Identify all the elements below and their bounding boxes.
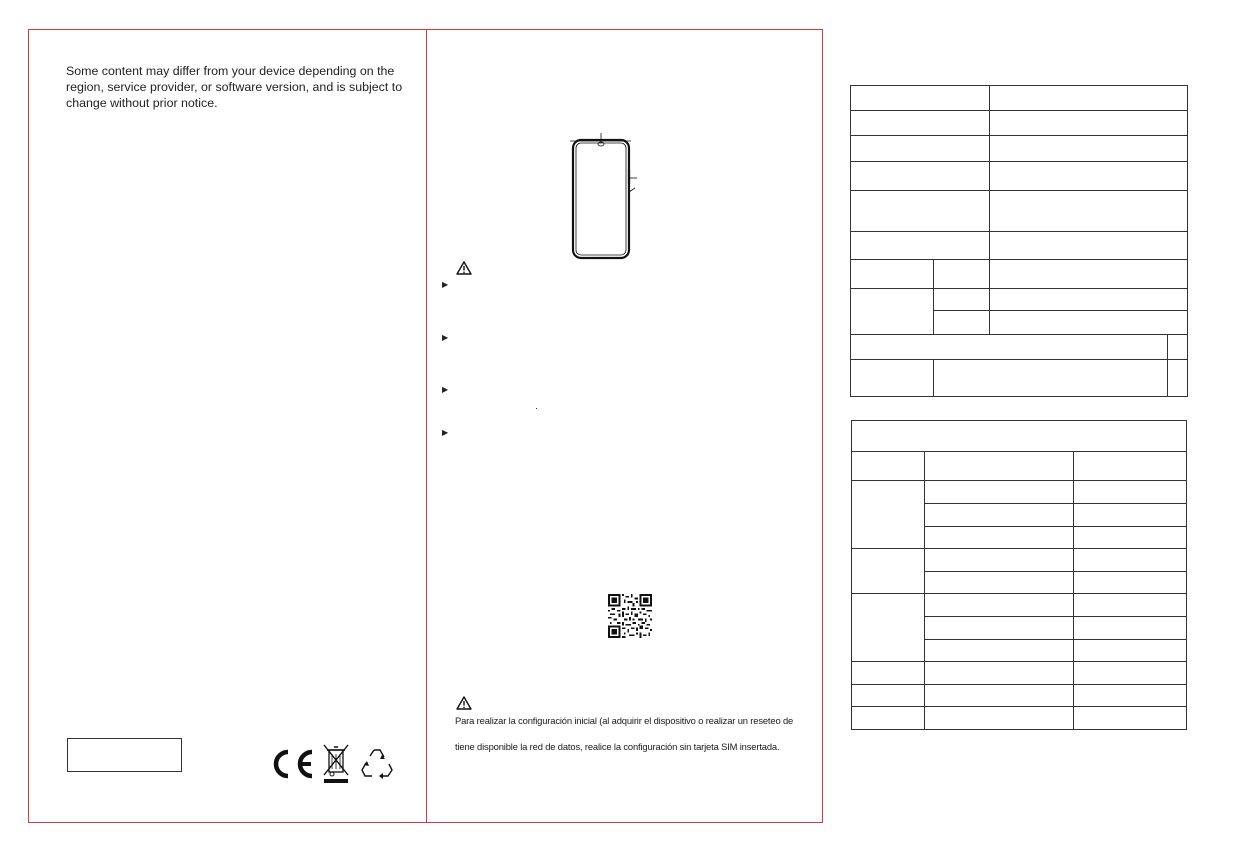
table-row bbox=[851, 260, 1188, 289]
table-cell bbox=[1074, 617, 1187, 640]
phone-diagram bbox=[565, 130, 641, 262]
table-cell bbox=[851, 335, 1168, 360]
table-cell bbox=[924, 594, 1074, 617]
table-row bbox=[851, 162, 1188, 191]
table-cell bbox=[851, 111, 990, 136]
table-cell bbox=[852, 707, 925, 730]
table-cell bbox=[852, 594, 925, 662]
table-cell bbox=[1168, 335, 1188, 360]
table-row bbox=[851, 360, 1188, 397]
table-cell bbox=[852, 421, 1187, 452]
table-cell bbox=[924, 707, 1074, 730]
table-row bbox=[852, 594, 1187, 617]
table-cell bbox=[990, 136, 1188, 162]
table-cell bbox=[851, 86, 990, 111]
table-cell bbox=[934, 289, 990, 311]
bullet-marker-2: ▶ bbox=[442, 333, 449, 342]
table-cell bbox=[851, 260, 934, 289]
table-cell bbox=[1074, 504, 1187, 527]
table-cell bbox=[990, 232, 1188, 260]
table-row bbox=[852, 685, 1187, 707]
table-cell bbox=[990, 86, 1188, 111]
table-cell bbox=[1074, 452, 1187, 481]
table-cell bbox=[1074, 707, 1187, 730]
setup-warning-line-2: tiene disponible la red de datos, realice la configuración sin tarjeta SIM insertada. bbox=[455, 741, 780, 752]
table-cell bbox=[990, 260, 1188, 289]
left-panel bbox=[28, 29, 427, 823]
table-cell bbox=[1074, 549, 1187, 572]
table-cell bbox=[934, 311, 990, 335]
table-cell bbox=[924, 572, 1074, 594]
content-notice: Some content may differ from your device depending on the region, service provider, or software version, and is subject to change without prior notice. bbox=[66, 64, 403, 110]
warning-icon-setup bbox=[456, 696, 472, 710]
table-cell bbox=[990, 311, 1188, 335]
table-cell bbox=[1074, 481, 1187, 504]
table-cell bbox=[852, 452, 925, 481]
table-cell bbox=[851, 289, 934, 335]
table-row bbox=[852, 481, 1187, 504]
table-row bbox=[851, 111, 1188, 136]
table-row bbox=[852, 707, 1187, 730]
table-row bbox=[852, 549, 1187, 572]
table-cell bbox=[852, 549, 925, 594]
weee-crossed-bin-icon bbox=[323, 744, 349, 784]
table-cell bbox=[924, 481, 1074, 504]
table-cell bbox=[924, 662, 1074, 685]
table-row bbox=[851, 86, 1188, 111]
ce-mark-icon bbox=[270, 749, 314, 779]
table-cell bbox=[1074, 662, 1187, 685]
table-cell bbox=[851, 162, 990, 191]
table-row bbox=[851, 136, 1188, 162]
table-cell bbox=[924, 640, 1074, 662]
table-row bbox=[851, 289, 1188, 311]
table-row bbox=[851, 232, 1188, 260]
table-cell bbox=[990, 162, 1188, 191]
stray-dot bbox=[536, 408, 537, 409]
table-cell bbox=[851, 232, 990, 260]
table-cell bbox=[1074, 527, 1187, 549]
table-cell bbox=[1074, 685, 1187, 707]
table-cell bbox=[924, 685, 1074, 707]
table-row bbox=[851, 335, 1188, 360]
table-cell bbox=[924, 549, 1074, 572]
table-cell bbox=[852, 685, 925, 707]
table-row bbox=[852, 421, 1187, 452]
qr-code bbox=[608, 594, 652, 638]
table-cell bbox=[851, 136, 990, 162]
empty-label-box bbox=[67, 738, 182, 772]
table-cell bbox=[1074, 640, 1187, 662]
table-cell bbox=[924, 504, 1074, 527]
table-cell bbox=[924, 452, 1074, 481]
table-cell bbox=[852, 481, 925, 549]
warning-icon bbox=[456, 261, 472, 275]
table-row bbox=[852, 662, 1187, 685]
recycle-icon bbox=[360, 746, 394, 780]
table-cell bbox=[934, 360, 1168, 397]
frequency-bands-table bbox=[851, 420, 1187, 730]
bullet-marker-1: ▶ bbox=[442, 280, 449, 289]
table-cell bbox=[1168, 360, 1188, 397]
table-cell bbox=[924, 617, 1074, 640]
table-row bbox=[851, 191, 1188, 232]
table-cell bbox=[851, 360, 934, 397]
table-cell bbox=[1074, 594, 1187, 617]
specifications-table bbox=[850, 85, 1188, 397]
table-cell bbox=[851, 191, 990, 232]
table-cell bbox=[990, 111, 1188, 136]
table-cell bbox=[934, 260, 990, 289]
table-cell bbox=[990, 289, 1188, 311]
table-row bbox=[852, 452, 1187, 481]
table-cell bbox=[924, 527, 1074, 549]
setup-warning-line-1: Para realizar la configuración inicial (al adquirir el dispositivo o realizar un reseteo de bbox=[455, 715, 794, 726]
table-cell bbox=[990, 191, 1188, 232]
table-cell bbox=[852, 662, 925, 685]
table-cell bbox=[1074, 572, 1187, 594]
bullet-marker-4: ▶ bbox=[442, 428, 449, 437]
bullet-marker-3: ▶ bbox=[442, 385, 449, 394]
